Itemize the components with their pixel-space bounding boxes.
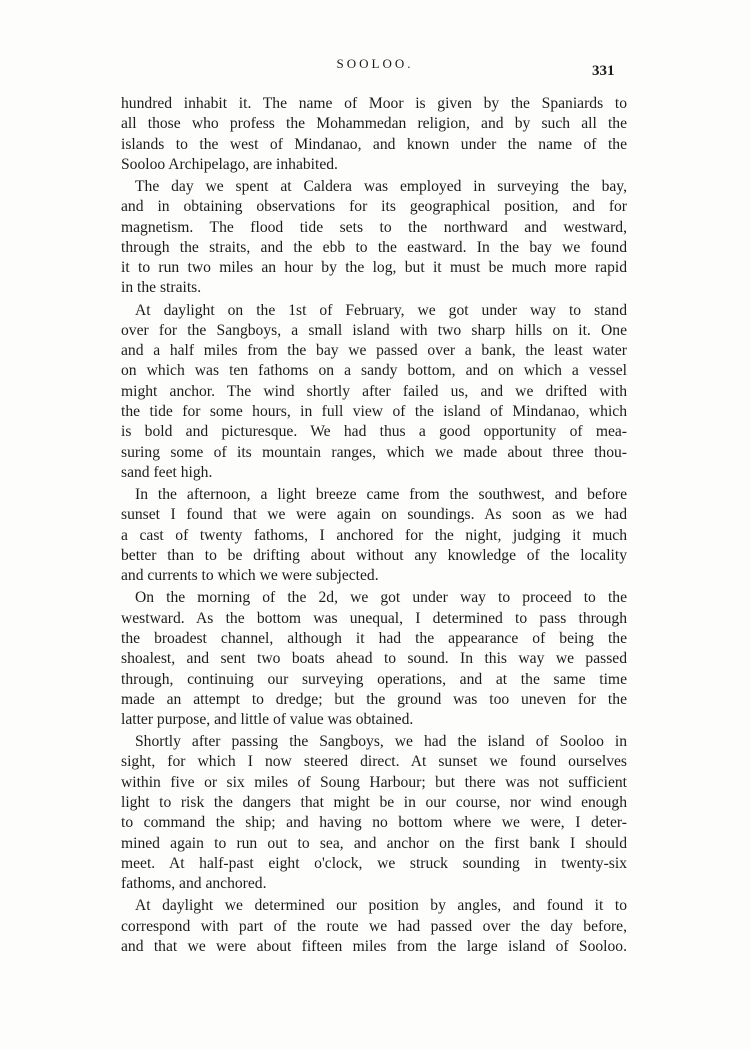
text-line: through, continuing our surveying operations, and at the same time	[121, 670, 627, 688]
text-line: Sooloo Archipelago, are inhabited.	[121, 155, 338, 173]
text-line: correspond with part of the route we had passed over the day before,	[121, 917, 627, 935]
text-line: fathoms, and anchored.	[121, 875, 267, 893]
text-line: latter purpose, and little of value was obtained.	[121, 711, 414, 729]
paragraph	[121, 896, 627, 957]
text-line: is bold and picturesque. We had thus a good opportunity of mea-	[121, 423, 627, 441]
text-line: Shortly after passing the Sangboys, we had the island of Sooloo in	[135, 733, 627, 751]
text-line: made an attempt to dredge; but the ground was too uneven for the	[121, 690, 627, 708]
text-line: On the morning of the 2d, we got under way to proceed to the	[135, 589, 627, 607]
text-line: magnetism. The flood tide sets to the northward and westward,	[121, 218, 627, 236]
text-line: within five or six miles of Soung Harbour; but there was not sufficient	[121, 773, 627, 791]
text-line: meet. At half-past eight o'clock, we struck sounding in twenty-six	[121, 854, 627, 872]
text-line: and currents to which we were subjected.	[121, 567, 379, 585]
text-line: a cast of twenty fathoms, I anchored for the night, judging it much	[121, 526, 627, 544]
text-line: and that we were about fifteen miles from the large island of Sooloo.	[121, 937, 627, 955]
text-line: In the afternoon, a light breeze came from the southwest, and before	[135, 486, 627, 504]
text-line: hundred inhabit it. The name of Moor is given by the Spaniards to	[121, 95, 627, 112]
text-line: might anchor. The wind shortly after failed us, and we drifted with	[121, 382, 627, 400]
paragraph	[121, 94, 627, 175]
paragraph	[121, 588, 627, 730]
text-line: light to risk the dangers that might be in our course, nor wind enough	[121, 794, 627, 812]
text-line: At daylight we determined our position by angles, and found it to	[135, 897, 627, 915]
page-number: 331	[592, 63, 615, 79]
text-line: better than to be drifting about without any knowledge of the locality	[121, 546, 627, 564]
text-line: over for the Sangboys, a small island with two sharp hills on it. One	[121, 321, 627, 339]
text-line: sand feet high.	[121, 463, 213, 481]
paragraph	[121, 732, 627, 894]
text-line: through the straits, and the ebb to the eastward. In the bay we found	[121, 238, 627, 256]
paragraph	[121, 301, 627, 484]
text-line: in the straits.	[121, 279, 202, 297]
text-line: and a half miles from the bay we passed over a bank, the least water	[121, 342, 627, 360]
text-line: and in obtaining observations for its geographical position, and for	[121, 198, 627, 216]
text-line: The day we spent at Caldera was employed in surveying the bay,	[135, 177, 627, 195]
text-line: islands to the west of Mindanao, and known under the name of the	[121, 135, 627, 153]
running-head-title: SOOLOO.	[336, 56, 414, 71]
paragraph	[121, 177, 627, 299]
text-line: the broadest channel, although it had the appearance of being the	[121, 629, 627, 647]
text-line: sight, for which I now steered direct. At sunset we found ourselves	[121, 753, 627, 771]
text-line: sunset I found that we were again on soundings. As soon as we had	[121, 506, 627, 524]
text-line: it to run two miles an hour by the log, but it must be much more rapid	[121, 259, 627, 277]
body-text	[121, 94, 627, 959]
text-line: At daylight on the 1st of February, we got under way to stand	[135, 301, 627, 319]
text-line: shoalest, and sent two boats ahead to sound. In this way we passed	[121, 650, 627, 668]
text-line: mined again to run out to sea, and anchor on the first bank I should	[121, 834, 627, 852]
text-line: the tide for some hours, in full view of the island of Mindanao, which	[121, 403, 627, 421]
paragraph	[121, 485, 627, 586]
text-line: to command the ship; and having no bottom where we were, I deter-	[121, 814, 627, 832]
text-line: on which was ten fathoms on a sandy bottom, and on which a vessel	[121, 362, 627, 380]
text-line: all those who profess the Mohammedan religion, and by such all the	[121, 115, 627, 133]
text-line: westward. As the bottom was unequal, I determined to pass through	[121, 609, 627, 627]
text-line: suring some of its mountain ranges, which we made about three thou-	[121, 443, 627, 461]
